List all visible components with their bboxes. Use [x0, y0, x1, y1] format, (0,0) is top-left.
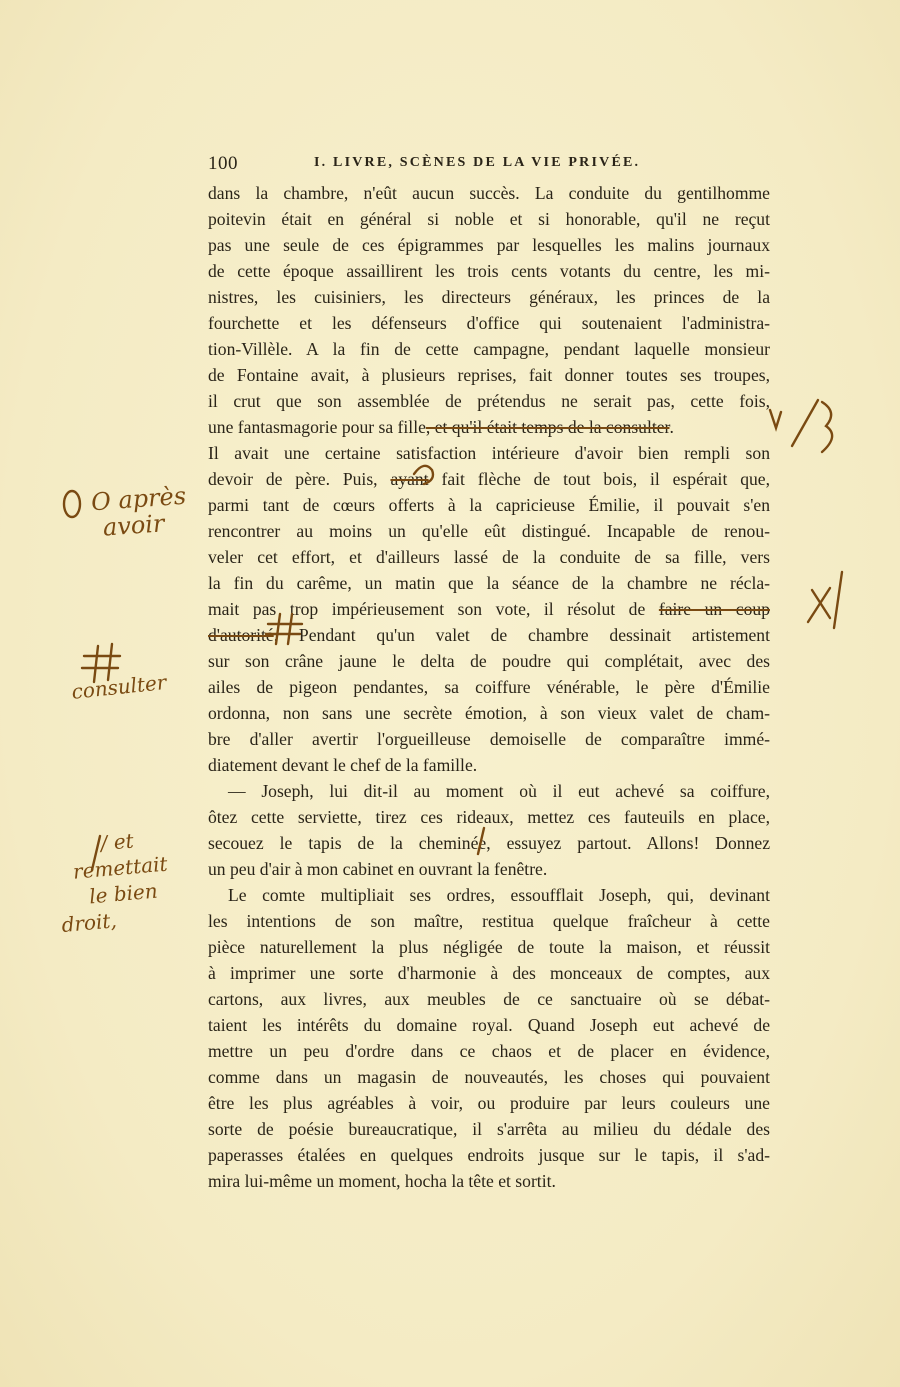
struck-text: , et qu'il était temps de la consulter	[425, 417, 670, 437]
text-line: il crut que son assemblée de prétendus ne serait pas, cette fois,	[208, 391, 770, 411]
text-line	[208, 622, 770, 648]
text-line: sur son crâne jaune le delta de poudre qui complétait, avec des	[208, 651, 770, 671]
text-line: Il avait une certaine satisfaction intérieure d'avoir bien rempli son	[208, 443, 770, 463]
text-line: être les plus agréables à voir, ou produire par leurs couleurs une	[208, 1093, 770, 1113]
text-line: poitevin était en général si noble et si honorable, qu'il ne reçut	[208, 209, 770, 229]
margin-note-line: O après	[90, 481, 187, 517]
text-line: Le comte multipliait ses ordres, essoufflait Joseph, qui, devinant	[228, 885, 770, 905]
text-line: dans la chambre, n'eût aucun succès. La conduite du gentilhomme	[208, 183, 770, 203]
text-line: sorte de poésie bureaucratique, il s'arrêta au milieu du dédale des	[208, 1119, 770, 1139]
text-line: paperasses étalées en quelques endroits jusque sur le tapis, il s'ad-	[208, 1145, 770, 1165]
text-line: ordonna, non sans une secrète émotion, à son vieux valet de cham-	[208, 703, 770, 723]
margin-note-line: / et	[99, 828, 135, 856]
running-header	[208, 153, 770, 177]
text-line: de Fontaine avait, à plusieurs reprises, fait donner toutes ses troupes,	[208, 365, 770, 385]
text-fragment: . Pendant qu'un valet de chambre dessinait artistement	[273, 625, 770, 645]
text-line: secouez le tapis de la cheminée, essuyez partout. Allons! Donnez	[208, 833, 770, 853]
text-line: nistres, les cuisiniers, les directeurs généraux, les princes de la	[208, 287, 770, 307]
margin-note-line: remettait	[72, 851, 169, 884]
text-fragment: fait flèche de tout bois, il espérait que,	[441, 469, 771, 489]
text-line: pièce naturellement la plus négligée de toute la maison, et réussit	[208, 937, 770, 957]
text-line	[208, 466, 770, 492]
struck-text: d'autorité	[208, 625, 274, 645]
text-line: la fin du carême, un matin que la séance de la chambre ne récla-	[208, 573, 770, 593]
text-line: diatement devant le chef de la famille.	[208, 755, 478, 775]
margin-note-line: droit,	[60, 908, 118, 937]
text-line: rencontrer au moins un qu'elle eût distingué. Incapable de renou-	[208, 521, 770, 541]
text-line: bre d'aller avertir l'orgueilleuse demoiselle de comparaître immé-	[208, 729, 770, 749]
margin-note-consulter	[68, 643, 168, 705]
text-line: taient les intérêts du domaine royal. Quand Joseph eut achevé de	[208, 1015, 770, 1035]
page-number: 100	[208, 153, 238, 174]
margin-note-remettait	[60, 825, 173, 937]
text-line: — Joseph, lui dit-il au moment où il eut achevé sa coiffure,	[228, 781, 770, 801]
text-fragment: devoir de père. Puis,	[208, 469, 378, 489]
text-line: un peu d'air à mon cabinet en ouvrant la fenêtre.	[208, 859, 548, 879]
text-line: fourchette et les défenseurs d'office qui soutenaient l'administra-	[208, 313, 770, 333]
text-fragment: mait pas trop impérieusement son vote, il résolut de	[208, 599, 646, 619]
margin-note-line: avoir	[102, 509, 166, 542]
margin-note-line: consulter	[70, 670, 168, 704]
margin-note-line: le bien	[88, 878, 159, 909]
margin-note-apres	[90, 483, 188, 541]
text-line: de cette époque assaillirent les trois cents votants du centre, les mi-	[208, 261, 770, 281]
text-line: mira lui-même un moment, hocha la tête et sortit.	[208, 1171, 556, 1191]
text-line: veler cet effort, et d'ailleurs lassé de la conduite de sa fille, vers	[208, 547, 770, 567]
text-line: ailes de pigeon pendantes, sa coiffure vénérable, le père d'Émilie	[208, 677, 770, 697]
text-line	[208, 414, 770, 440]
text-line: ôtez cette serviette, tirez ces rideaux, mettez ces fauteuils en place,	[208, 807, 770, 827]
text-line: parmi tant de cœurs offerts à la capricieuse Émilie, il pouvait s'en	[208, 495, 770, 515]
text-line	[208, 596, 770, 622]
text-fragment: une fantasmagorie pour sa fille	[208, 417, 426, 437]
text-fragment: .	[669, 417, 674, 437]
text-line: tion-Villèle. A la fin de cette campagne, pendant laquelle monsieur	[208, 339, 770, 359]
text-line: les intentions de son maître, restitua quelque fraîcheur à cette	[208, 911, 770, 931]
struck-text: faire un coup	[658, 599, 770, 619]
running-title: I. LIVRE, SCÈNES DE LA VIE PRIVÉE.	[314, 155, 641, 170]
text-line: comme dans un magasin de nouveautés, les choses qui pouvaient	[208, 1067, 770, 1087]
text-line: à imprimer une sorte d'harmonie à des monceaux de comptes, aux	[208, 963, 770, 983]
struck-text: ayant	[390, 469, 429, 489]
text-line: mettre un peu d'ordre dans ce chaos et de placer en évidence,	[208, 1041, 770, 1061]
body-text	[208, 180, 770, 1194]
text-line: cartons, aux livres, aux meubles de ce sanctuaire où se débat-	[208, 989, 770, 1009]
text-line: pas une seule de ces épigrammes par lesquelles les malins journaux	[208, 235, 770, 255]
